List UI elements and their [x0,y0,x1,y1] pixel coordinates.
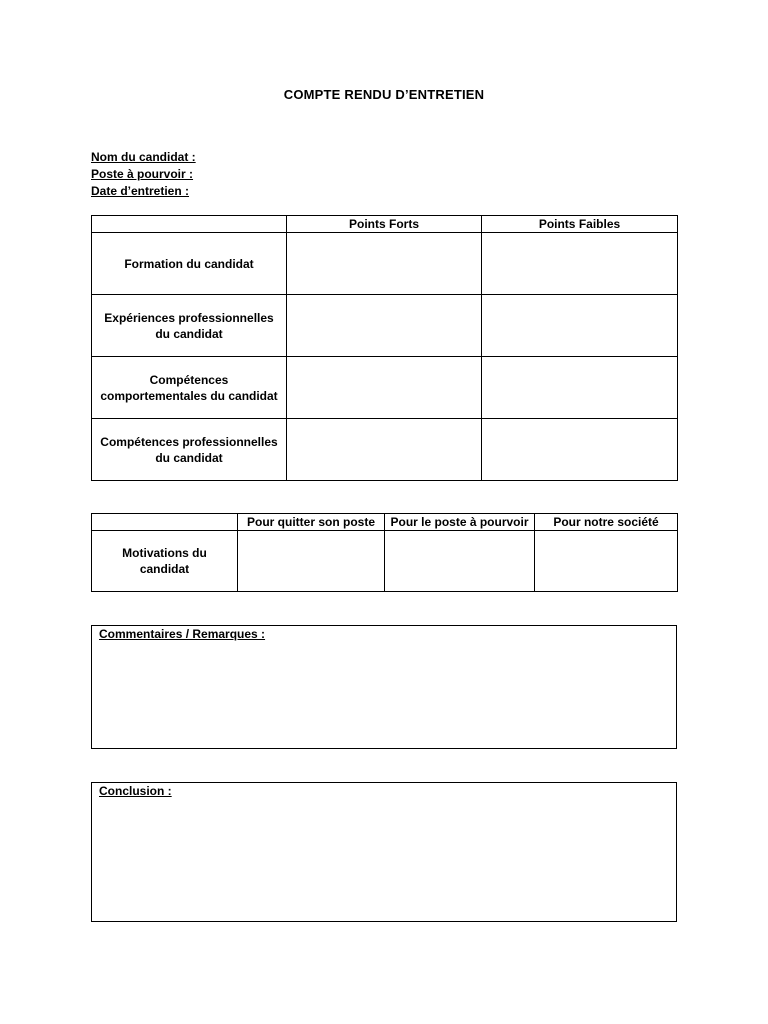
cell-motivation-poste[interactable] [385,531,535,592]
row-label-competences-comportementales: Compétences comportementales du candidat [92,357,287,419]
header-points-forts: Points Forts [287,216,482,233]
document-title: COMPTE RENDU D’ENTRETIEN [283,87,485,102]
cell-points-forts-experiences[interactable] [287,295,482,357]
row-label-motivations: Motivations du candidat [92,531,238,592]
cell-motivation-societe[interactable] [535,531,678,592]
cell-points-forts-comportementales[interactable] [287,357,482,419]
header-points-faibles: Points Faibles [482,216,678,233]
candidate-fields [91,149,196,200]
conclusion-box[interactable] [91,782,677,922]
table-row [92,531,678,592]
row-label-formation: Formation du candidat [92,233,287,295]
motivation-table [91,513,678,592]
table-row [92,357,678,419]
header-notre-societe: Pour notre société [535,514,678,531]
header-quitter-poste: Pour quitter son poste [238,514,385,531]
table-row [92,295,678,357]
row-label-competences-professionnelles: Compétences professionnelles du candidat [92,419,287,481]
header-cell-empty [92,514,238,531]
cell-motivation-quitter[interactable] [238,531,385,592]
candidate-name-label: Nom du candidat : [91,150,196,164]
conclusion-label: Conclusion : [99,784,172,798]
evaluation-table [91,215,678,481]
table-row [92,419,678,481]
row-label-experiences: Expériences professionnelles du candidat [92,295,287,357]
comments-box[interactable] [91,625,677,749]
comments-label: Commentaires / Remarques : [99,627,266,641]
interview-date-label: Date d’entretien : [91,184,190,198]
table-header-row [92,216,678,233]
table-row [92,233,678,295]
cell-points-faibles-comportementales[interactable] [482,357,678,419]
cell-points-faibles-experiences[interactable] [482,295,678,357]
cell-points-forts-professionnelles[interactable] [287,419,482,481]
table-header-row [92,514,678,531]
position-label: Poste à pourvoir : [91,167,194,181]
header-cell-empty [92,216,287,233]
cell-points-forts-formation[interactable] [287,233,482,295]
cell-points-faibles-formation[interactable] [482,233,678,295]
header-poste-a-pourvoir: Pour le poste à pourvoir [385,514,535,531]
cell-points-faibles-professionnelles[interactable] [482,419,678,481]
